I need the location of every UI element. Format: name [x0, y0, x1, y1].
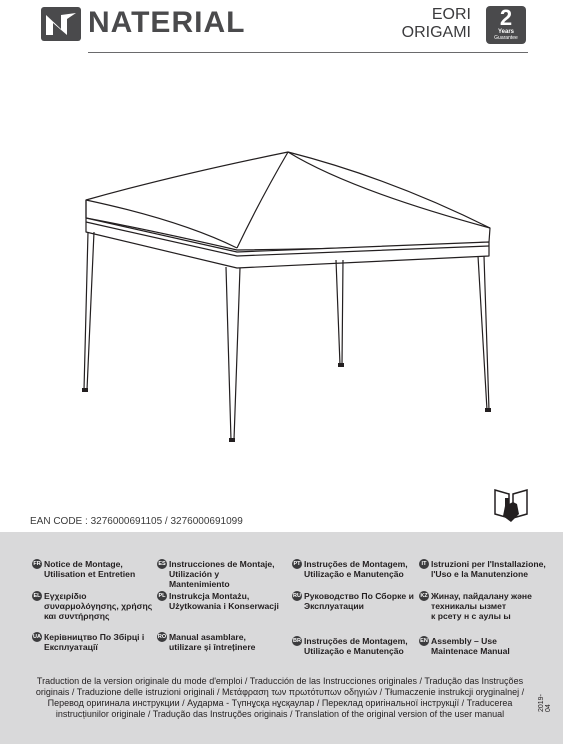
- brand-name: NATERIAL: [88, 6, 246, 39]
- lang-title: Instruções de Montagem, Utilização e Manutenção: [304, 559, 408, 579]
- lang-title: Istruzioni per l'Installazione, l'Uso e la Manutenzione: [431, 559, 546, 579]
- lang-pt: [292, 559, 417, 579]
- read-manual-icon: [491, 484, 531, 524]
- lang-code-badge: IT: [419, 559, 429, 569]
- lang-title: Руководство По Сборке и Эксплуатации: [304, 591, 414, 611]
- lang-fr: [32, 559, 157, 579]
- product-line-2: ORIGAMI: [401, 24, 471, 41]
- header: [0, 0, 563, 60]
- lang-code-badge: RO: [157, 634, 167, 640]
- guarantee-word: Guarantee: [494, 35, 518, 41]
- lang-code-badge: EL: [33, 593, 41, 599]
- lang-title: Instruções de Montagem, Utilização e Manutenção: [304, 636, 408, 656]
- lang-pl: [157, 591, 282, 611]
- guarantee-badge: [486, 6, 526, 44]
- lang-code-badge: BR: [293, 638, 301, 644]
- lang-ua: [32, 632, 157, 652]
- lang-code-badge: PL: [158, 593, 166, 599]
- lang-kz: [419, 591, 554, 621]
- lang-en: [419, 636, 554, 656]
- lang-it: [419, 559, 554, 579]
- guarantee-years: Years: [497, 29, 515, 35]
- lang-title: Εγχειρίδιο συναρμολόγησης, χρήσης και συντήρησης: [44, 591, 153, 621]
- guarantee-number: 2: [499, 5, 513, 30]
- lang-title: Notice de Montage, Utilisation et Entretien: [44, 559, 136, 579]
- header-divider: [88, 52, 528, 53]
- lang-code-badge: KZ: [420, 593, 428, 599]
- lang-es: [157, 559, 282, 589]
- lang-code-badge: PT: [293, 561, 301, 567]
- lang-code-badge: EN: [420, 638, 428, 644]
- lang-code-badge: FR: [33, 561, 41, 567]
- ean-code: EAN CODE : 3276000691105 / 3276000691099: [30, 516, 243, 527]
- lang-title: Жинау, пайдалану жəне техникалы ызмет к рсету н с аулы ы: [431, 591, 532, 621]
- lang-title: Instrukcja Montażu, Użytkowania i Konserwacji: [169, 591, 279, 611]
- translation-notice: Traduction de la version originale du mode d'emploi / Traducción de las Instrucciones originales / Tradução das Instruções originais / Traduzione delle istruzioni originali / Μετάφραση των πρωτότυπων οδηγιών / Tłumaczenie instrukcji oryginalnej / Перевод оригинала инструкции / Аударма - Түпнұсқа нұсқаулар / Переклад оригінальної інструкції / Traducerea instrucțiunilor originale / Tradução das Instruções originais / Translation of the original version of the user manual: [35, 676, 525, 719]
- lang-ru: [292, 591, 417, 611]
- lang-br: [292, 636, 417, 656]
- lang-el: [32, 591, 157, 621]
- lang-title: Assembly – Use Maintenace Manual: [431, 636, 510, 656]
- naterial-logo-icon: [41, 7, 81, 41]
- product-name: [402, 6, 471, 42]
- product-line-1: EORI: [431, 6, 471, 23]
- lang-title: Керівництво По Збірці і Експлуатації: [44, 632, 145, 652]
- lang-title: Instrucciones de Montaje, Utilización y Mantenimiento: [169, 559, 275, 589]
- date-code: 2019-04: [538, 694, 552, 712]
- lang-code-badge: UA: [33, 634, 41, 640]
- lang-ro: [157, 632, 282, 652]
- lang-code-badge: ES: [158, 561, 166, 567]
- lang-title: Manual asamblare, utilizare și întreținere: [169, 632, 256, 652]
- lang-code-badge: RU: [293, 593, 301, 599]
- gazebo-illustration: [0, 60, 563, 460]
